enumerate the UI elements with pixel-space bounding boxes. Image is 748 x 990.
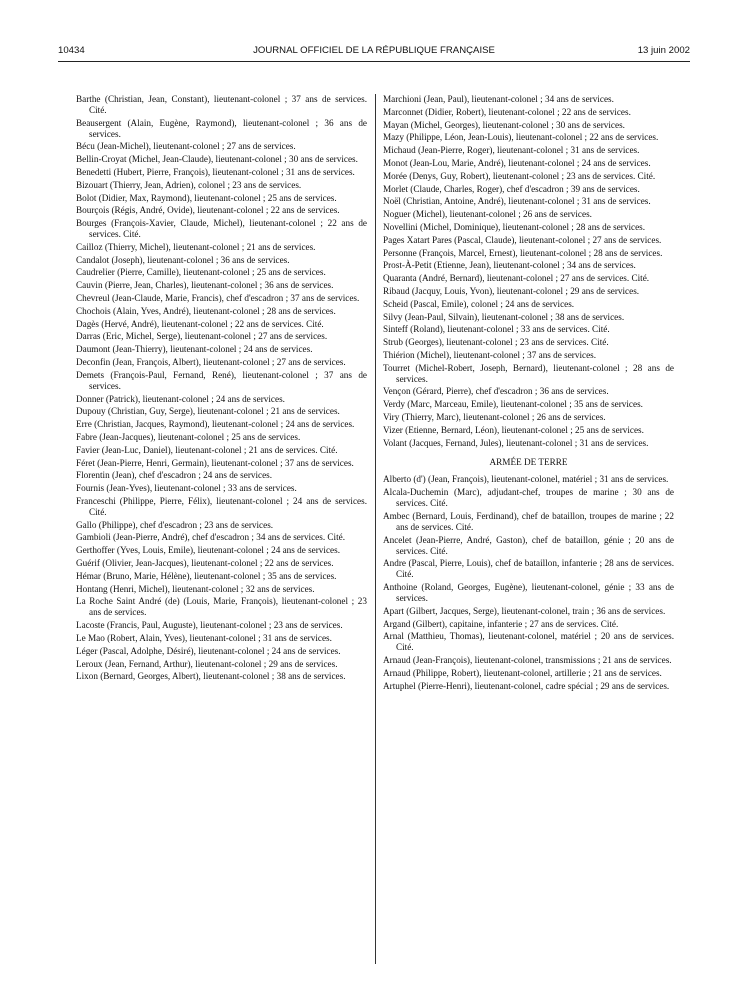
list-item: Dupouy (Christian, Guy, Serge), lieutenant-colonel ; 21 ans de services. bbox=[76, 406, 340, 417]
list-item: Arnaud (Jean-François), lieutenant-colonel, transmissions ; 21 ans de services. bbox=[383, 655, 672, 666]
list-item: Noël (Christian, Antoine, André), lieutenant-colonel ; 31 ans de services. bbox=[383, 196, 651, 207]
list-item: Bizouart (Thierry, Jean, Adrien), colonel ; 23 ans de services. bbox=[76, 179, 302, 190]
list-item: Favier (Jean-Luc, Daniel), lieutenant-colonel ; 21 ans de services. Cité. bbox=[76, 444, 338, 455]
list-item: Dagès (Hervé, André), lieutenant-colonel ; 22 ans de services. Cité. bbox=[76, 318, 324, 329]
list-item: Florentin (Jean), chef d'escadron ; 24 ans de services. bbox=[76, 470, 273, 481]
list-item: Morlet (Claude, Charles, Roger), chef d'escadron ; 39 ans de services. bbox=[383, 183, 640, 194]
list-item: Beausergent (Alain, Eugène, Raymond), lieutenant-colonel ; 36 ans de services. bbox=[76, 117, 367, 139]
list-item: Daumont (Jean-Thierry), lieutenant-colonel ; 24 ans de services. bbox=[76, 344, 313, 355]
list-item: Silvy (Jean-Paul, Silvain), lieutenant-colonel ; 38 ans de services. bbox=[383, 311, 625, 322]
list-item: Alberto (d') (Jean, François), lieutenant-colonel, matériel ; 31 ans de services. bbox=[383, 474, 669, 485]
issue-date: 13 juin 2002 bbox=[637, 45, 690, 56]
list-item: Artuphel (Pierre-Henri), lieutenant-colonel, cadre spécial ; 29 ans de services. bbox=[383, 680, 670, 691]
list-item: Thiérion (Michel), lieutenant-colonel ; 37 ans de services. bbox=[383, 349, 597, 360]
list-item: Ancelet (Jean-Pierre, André, Gaston), chef de bataillon, génie ; 20 ans de services. Cité. bbox=[383, 534, 674, 556]
list-item: Lacoste (Francis, Paul, Auguste), lieutenant-colonel ; 23 ans de services. bbox=[76, 620, 343, 631]
list-item: Apart (Gilbert, Jacques, Serge), lieutenant-colonel, train ; 36 ans de services. bbox=[383, 605, 666, 616]
list-item: Franceschi (Philippe, Pierre, Félix), lieutenant-colonel ; 24 ans de services. Cité. bbox=[76, 495, 367, 517]
list-item: Michaud (Jean-Pierre, Roger), lieutenant-colonel ; 31 ans de services. bbox=[383, 145, 640, 156]
right-column-bottom-list bbox=[383, 474, 674, 691]
section-title: ARMÉE DE TERRE bbox=[489, 456, 568, 467]
list-item: Marchioni (Jean, Paul), lieutenant-colonel ; 34 ans de services. bbox=[383, 94, 614, 104]
list-item: Féret (Jean-Pierre, Henri, Germain), lieutenant-colonel ; 37 ans de services. bbox=[76, 457, 354, 468]
list-item: Barthe (Christian, Jean, Constant), lieutenant-colonel ; 37 ans de services. Cité. bbox=[76, 94, 367, 115]
list-item: Darras (Eric, Michel, Serge), lieutenant-colonel ; 27 ans de services. bbox=[76, 331, 328, 342]
list-item: Arnal (Matthieu, Thomas), lieutenant-colonel, matériel ; 20 ans de services. Cité. bbox=[383, 631, 674, 653]
list-item: Arnaud (Philippe, Robert), lieutenant-colonel, artillerie ; 21 ans de services. bbox=[383, 667, 662, 678]
list-item: Leroux (Jean, Fernand, Arthur), lieutenant-colonel ; 29 ans de services. bbox=[76, 658, 338, 669]
list-item: Novellini (Michel, Dominique), lieutenant-colonel ; 28 ans de services. bbox=[383, 221, 646, 232]
list-item: Bellin-Croyat (Michel, Jean-Claude), lieutenant-colonel ; 30 ans de services. bbox=[76, 154, 358, 165]
page-number: 10434 bbox=[58, 45, 85, 56]
list-item: Léger (Pascal, Adolphe, Désiré), lieutenant-colonel ; 24 ans de services. bbox=[76, 645, 341, 656]
list-item: Bourçois (Régis, André, Ovide), lieutenant-colonel ; 22 ans de services. bbox=[76, 205, 340, 216]
list-item: Cauvin (Pierre, Jean, Charles), lieutenant-colonel ; 36 ans de services. bbox=[76, 280, 334, 291]
list-item: Tourret (Michel-Robert, Joseph, Bernard), lieutenant-colonel ; 28 ans de services. bbox=[383, 362, 674, 384]
list-item: Bécu (Jean-Michel), lieutenant-colonel ; 27 ans de services. bbox=[76, 141, 296, 152]
list-item: Sinteff (Roland), lieutenant-colonel ; 33 ans de services. Cité. bbox=[383, 324, 610, 335]
right-column-top-list bbox=[383, 94, 674, 449]
list-item: Gambioli (Jean-Pierre, André), chef d'escadron ; 34 ans de services. Cité. bbox=[76, 532, 346, 543]
list-item: Guérif (Olivier, Jean-Jacques), lieutenant-colonel ; 22 ans de services. bbox=[76, 558, 334, 569]
list-item: Anthoine (Roland, Georges, Eugène), lieutenant-colonel, génie ; 33 ans de services. bbox=[383, 582, 674, 603]
list-item: Vençon (Gérard, Pierre), chef d'escadron ; 36 ans de services. bbox=[383, 386, 609, 397]
page-header bbox=[58, 45, 690, 59]
list-item: Prost-À-Petit (Etienne, Jean), lieutenant-colonel ; 34 ans de services. bbox=[383, 260, 636, 271]
journal-title: JOURNAL OFFICIEL DE LA RÉPUBLIQUE FRANÇAISE bbox=[253, 45, 495, 56]
list-item: Cailloz (Thierry, Michel), lieutenant-colonel ; 21 ans de services. bbox=[76, 241, 316, 252]
list-item: Ambec (Bernard, Louis, Ferdinand), chef de bataillon, troupes de marine ; 22 ans de services. Cité. bbox=[383, 510, 674, 532]
list-item: Candalot (Joseph), lieutenant-colonel ; 36 ans de services. bbox=[76, 254, 290, 265]
list-item: Demets (François-Paul, Fernand, René), lieutenant-colonel ; 37 ans de services. bbox=[76, 369, 367, 391]
list-item: Hémar (Bruno, Marie, Hélène), lieutenant-colonel ; 35 ans de services. bbox=[76, 570, 337, 581]
column-divider bbox=[375, 94, 376, 964]
list-item: Verdy (Marc, Marceau, Emile), lieutenant-colonel ; 35 ans de services. bbox=[383, 399, 643, 410]
list-item: Pages Xatart Pares (Pascal, Claude), lieutenant-colonel ; 27 ans de services. bbox=[383, 234, 662, 245]
list-item: Andre (Pascal, Pierre, Louis), chef de bataillon, infanterie ; 28 ans de services. Cité. bbox=[383, 558, 674, 580]
list-item: Morée (Denys, Guy, Robert), lieutenant-colonel ; 23 ans de services. Cité. bbox=[383, 170, 656, 181]
list-item: Chevreul (Jean-Claude, Marie, Francis), chef d'escadron ; 37 ans de services. bbox=[76, 293, 360, 304]
list-item: Deconfin (Jean, François, Albert), lieutenant-colonel ; 27 ans de services. bbox=[76, 357, 346, 368]
list-item: Bolot (Didier, Max, Raymond), lieutenant-colonel ; 25 ans de services. bbox=[76, 192, 337, 203]
list-item: Personne (François, Marcel, Ernest), lieutenant-colonel ; 28 ans de services. bbox=[383, 247, 663, 258]
list-item: Bourges (François-Xavier, Claude, Michel), lieutenant-colonel ; 22 ans de services. Cité. bbox=[76, 218, 367, 240]
list-item: Scheid (Pascal, Emile), colonel ; 24 ans de services. bbox=[383, 298, 575, 309]
list-item: Mazy (Philippe, Léon, Jean-Louis), lieutenant-colonel ; 22 ans de services. bbox=[383, 132, 659, 143]
list-item: Viry (Thierry, Marc), lieutenant-colonel ; 26 ans de services. bbox=[383, 412, 606, 423]
list-item: Lixon (Bernard, Georges, Albert), lieutenant-colonel ; 38 ans de services. bbox=[76, 671, 346, 682]
list-item: Gerthoffer (Yves, Louis, Emile), lieutenant-colonel ; 24 ans de services. bbox=[76, 545, 340, 556]
list-item: Gallo (Philippe), chef d'escadron ; 23 ans de services. bbox=[76, 519, 274, 530]
right-column bbox=[383, 94, 674, 693]
list-item: Erre (Christian, Jacques, Raymond), lieutenant-colonel ; 24 ans de services. bbox=[76, 419, 355, 430]
list-item: Benedetti (Hubert, Pierre, François), lieutenant-colonel ; 31 ans de services. bbox=[76, 167, 355, 177]
list-item: Chochois (Alain, Yves, André), lieutenant-colonel ; 28 ans de services. bbox=[76, 305, 336, 316]
left-column bbox=[76, 94, 367, 684]
list-item: Ribaud (Jacquy, Louis, Yvon), lieutenant-colonel ; 29 ans de services. bbox=[383, 285, 640, 296]
list-item: Hontang (Henri, Michel), lieutenant-colonel ; 32 ans de services. bbox=[76, 583, 315, 594]
list-item: Monot (Jean-Lou, Marie, André), lieutenant-colonel ; 24 ans de services. bbox=[383, 157, 651, 168]
list-item: Le Mao (Robert, Alain, Yves), lieutenant-colonel ; 31 ans de services. bbox=[76, 632, 332, 643]
header-rule bbox=[58, 61, 690, 62]
list-item: La Roche Saint André (de) (Louis, Marie, François), lieutenant-colonel ; 23 ans de services. bbox=[76, 596, 367, 618]
list-item: Argand (Gilbert), capitaine, infanterie ; 27 ans de services. Cité. bbox=[383, 618, 619, 629]
list-item: Mayan (Michel, Georges), lieutenant-colonel ; 30 ans de services. bbox=[383, 119, 625, 130]
list-item: Noguer (Michel), lieutenant-colonel ; 26 ans de services. bbox=[383, 209, 592, 220]
list-item: Fournis (Jean-Yves), lieutenant-colonel ; 33 ans de services. bbox=[76, 483, 297, 494]
list-item: Donner (Patrick), lieutenant-colonel ; 24 ans de services. bbox=[76, 393, 285, 404]
list-item: Volant (Jacques, Fernand, Jules), lieutenant-colonel ; 31 ans de services. bbox=[383, 437, 649, 448]
list-item: Alcala-Duchemin (Marc), adjudant-chef, troupes de marine ; 30 ans de services. Cité. bbox=[383, 487, 674, 509]
list-item: Quaranta (André, Bernard), lieutenant-colonel ; 27 ans de services. Cité. bbox=[383, 273, 650, 284]
list-item: Vizer (Etienne, Bernard, Léon), lieutenant-colonel ; 25 ans de services. bbox=[383, 424, 644, 435]
list-item: Caudrelier (Pierre, Camille), lieutenant-colonel ; 25 ans de services. bbox=[76, 267, 326, 278]
list-item: Fabre (Jean-Jacques), lieutenant-colonel ; 25 ans de services. bbox=[76, 431, 301, 442]
list-item: Strub (Georges), lieutenant-colonel ; 23 ans de services. Cité. bbox=[383, 337, 609, 348]
list-item: Marconnet (Didier, Robert), lieutenant-colonel ; 22 ans de services. bbox=[383, 106, 631, 117]
